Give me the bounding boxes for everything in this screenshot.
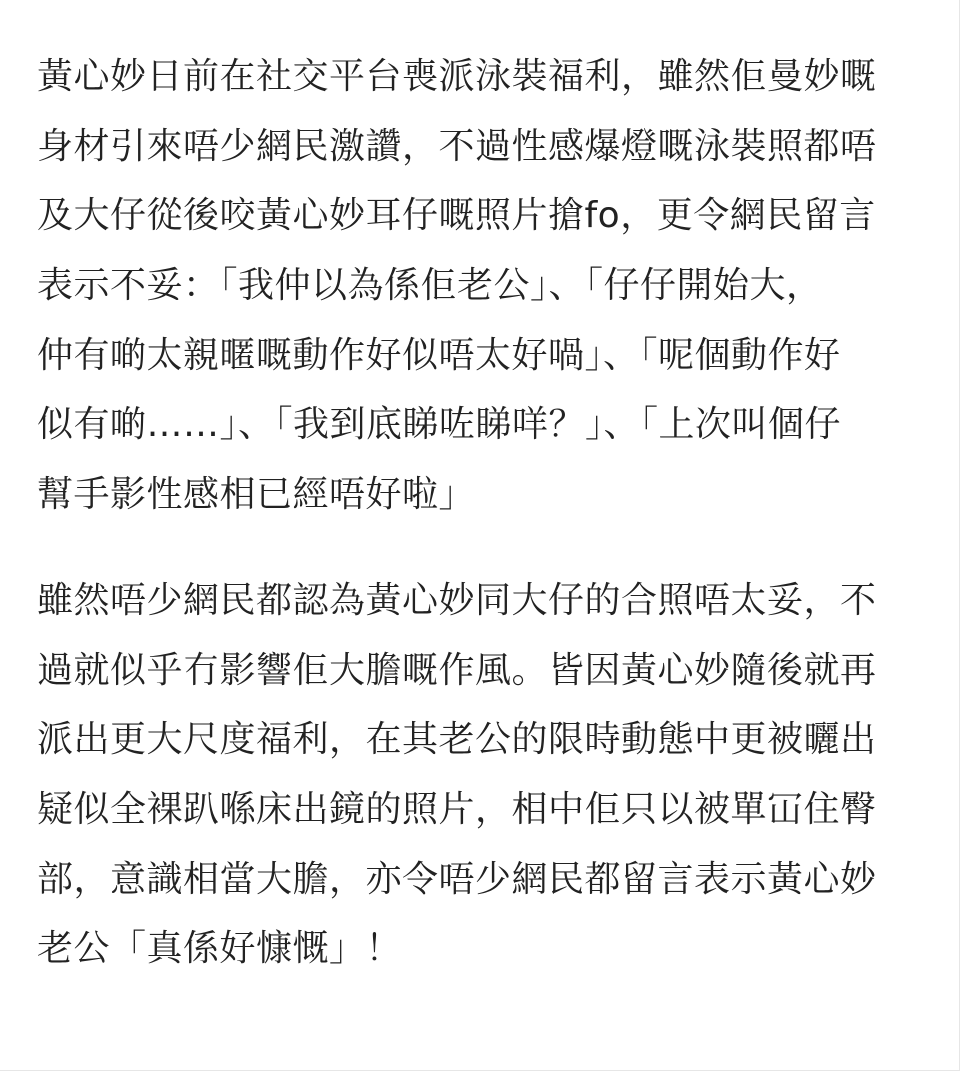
- paragraph-line: 身材引來唔少網民激讚，不過性感爆燈嘅泳裝照都唔: [37, 125, 877, 167]
- paragraph-1: [37, 42, 937, 530]
- paragraph-line: 雖然唔少網民都認為黃心妙同大仔的合照唔太妥，不: [37, 580, 877, 621]
- paragraph-line: 幫手影性感相已經唔好啦」: [37, 474, 476, 516]
- paragraph-line: 疑似全裸趴喺床出鏡的照片，相中佢只以被單冚住臀: [37, 789, 877, 831]
- paragraph-line: 仲有啲太親暱嘅動作好似唔太好喎」、「呢個動作好: [37, 334, 841, 376]
- paragraph-line: 派出更大尺度福利，在其老公的限時動態中更被曬出: [37, 719, 877, 761]
- paragraph-line: 表示不妥：「我仲以為係佢老公」、「仔仔開始大，: [37, 265, 823, 307]
- paragraph-line: 部，意識相當大膽，亦令唔少網民都留言表示黃心妙: [37, 858, 877, 900]
- paragraph-line: 似有啲……」、「我到底睇咗睇咩？」、「上次叫個仔: [37, 404, 842, 446]
- paragraph-line: 及大仔從後咬黃心妙耳仔嘅照片搶fo，更令網民留言: [37, 195, 876, 237]
- paragraph-line: 過就似乎冇影響佢大膽嘅作風。皆因黃心妙隨後就再: [37, 649, 877, 691]
- paragraph-line: 老公「真係好慷慨」！: [37, 928, 403, 970]
- paragraph-2: [37, 566, 937, 984]
- paragraph-line: 黃心妙日前在社交平台喪派泳裝福利，雖然佢曼妙嘅: [37, 56, 877, 97]
